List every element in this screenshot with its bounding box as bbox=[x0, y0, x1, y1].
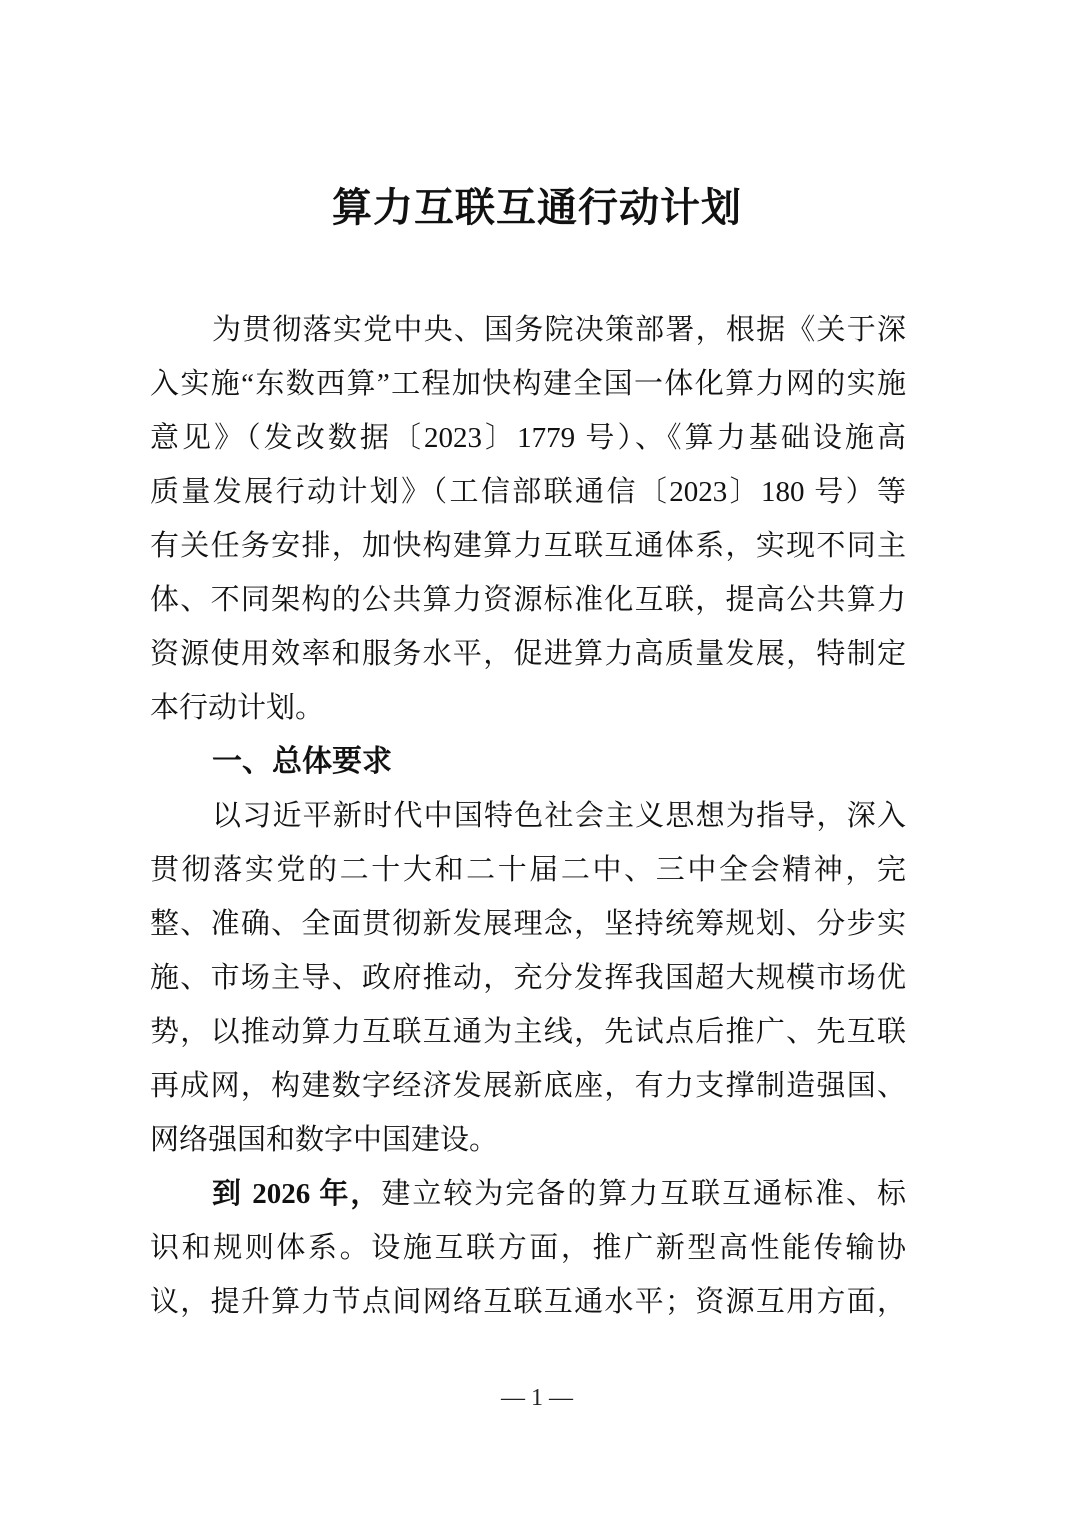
text-line bbox=[150, 573, 906, 627]
text-line bbox=[150, 1059, 906, 1113]
text-line bbox=[150, 951, 906, 1005]
text-line-content: 势，以推动算力互联互通为主线，先试点后推广、先互联 bbox=[150, 1016, 906, 1048]
text-line-content: 有关任务安排，加快构建算力互联互通体系，实现不同主 bbox=[150, 530, 906, 562]
text-line-content: 意见》（发改数据〔2023〕1779 号）、《算力基础设施高 bbox=[150, 422, 906, 454]
text-line bbox=[150, 1005, 906, 1059]
section-heading bbox=[150, 735, 906, 789]
text-line bbox=[150, 789, 906, 843]
text-line bbox=[150, 897, 906, 951]
document-title: 算力互联互通行动计划 bbox=[332, 185, 742, 230]
text-line-content: 以习近平新时代中国特色社会主义思想为指导，深入 bbox=[212, 800, 906, 832]
text-line bbox=[150, 681, 906, 735]
text-line bbox=[150, 303, 906, 357]
text-line bbox=[150, 465, 906, 519]
bold-date-prefix: 到 2026 年， bbox=[212, 1178, 382, 1210]
text-line bbox=[150, 357, 906, 411]
text-line-content: 质量发展行动计划》（工信部联通信〔2023〕180 号）等 bbox=[150, 476, 906, 508]
text-line-content: 整、准确、全面贯彻新发展理念，坚持统筹规划、分步实 bbox=[150, 908, 906, 940]
text-line-content: 识和规则体系。设施互联方面，推广新型高性能传输协 bbox=[150, 1232, 906, 1264]
text-line bbox=[150, 1113, 906, 1167]
section-heading-label: 一、总体要求 bbox=[212, 745, 392, 778]
page-number: — 1 — bbox=[501, 1385, 573, 1411]
text-line bbox=[150, 1167, 906, 1221]
text-line-content: 施、市场主导、政府推动，充分发挥我国超大规模市场优 bbox=[150, 962, 906, 994]
text-line bbox=[150, 627, 906, 681]
text-line bbox=[150, 1221, 906, 1275]
text-line bbox=[150, 519, 906, 573]
text-line-content: 体、不同架构的公共算力资源标准化互联，提高公共算力 bbox=[150, 584, 906, 616]
text-line bbox=[150, 843, 906, 897]
document-body bbox=[150, 303, 906, 1329]
text-line-content: 入实施“东数西算”工程加快构建全国一体化算力网的实施 bbox=[150, 368, 906, 400]
text-line-content: 网络强国和数字中国建设。 bbox=[150, 1124, 499, 1156]
text-line-content: 再成网，构建数字经济发展新底座，有力支撑制造强国、 bbox=[150, 1070, 906, 1102]
text-line bbox=[150, 411, 906, 465]
text-line-content: 议，提升算力节点间网络互联互通水平；资源互用方面， bbox=[150, 1286, 906, 1318]
text-line-content: 为贯彻落实党中央、国务院决策部署，根据《关于深 bbox=[212, 314, 906, 346]
text-line-content: 贯彻落实党的二十大和二十届二中、三中全会精神，完 bbox=[150, 854, 906, 886]
text-line-content: 资源使用效率和服务水平，促进算力高质量发展，特制定 bbox=[150, 638, 906, 670]
text-line-content: 建立较为完备的算力互联互通标准、标 bbox=[381, 1178, 906, 1210]
text-line-content: 本行动计划。 bbox=[150, 692, 325, 724]
text-line bbox=[150, 1275, 906, 1329]
page-footer bbox=[0, 1382, 1074, 1414]
